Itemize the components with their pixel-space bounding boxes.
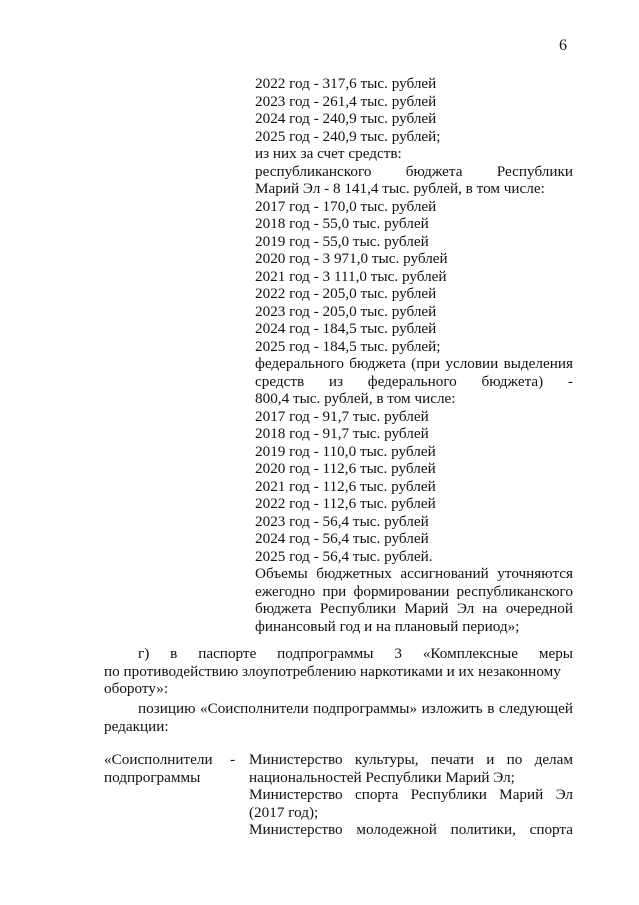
table-right-line: Министерство спорта Республики Марий Эл <box>249 786 573 803</box>
paragraph-position-line2: редакции: <box>104 717 169 735</box>
funding-line: 2017 год - 91,7 тыс. рублей <box>255 407 429 425</box>
funding-line: ежегодно при формировании республиканского <box>255 582 573 600</box>
funding-line: 2018 год - 55,0 тыс. рублей <box>255 215 429 232</box>
paragraph-g <box>104 645 573 698</box>
table-left-label-line1: «Соисполнители <box>104 751 213 768</box>
funding-line: 2025 год - 184,5 тыс. рублей; <box>255 337 441 355</box>
table-right-line: (2017 год); <box>249 803 319 821</box>
funding-line: 2021 год - 3 111,0 тыс. рублей <box>255 267 447 285</box>
funding-line: 2025 год - 240,9 тыс. рублей; <box>255 127 441 145</box>
funding-line: 2020 год - 112,6 тыс. рублей <box>255 460 436 477</box>
table-right-line: Министерство культуры, печати и по делам <box>249 751 573 768</box>
funding-line: 2024 год - 184,5 тыс. рублей <box>255 320 437 337</box>
funding-line: 2017 год - 170,0 тыс. рублей <box>255 197 437 215</box>
funding-block <box>255 75 573 635</box>
funding-line: 2024 год - 240,9 тыс. рублей <box>255 110 437 127</box>
funding-line: средств из федерального бюджета) - <box>255 372 573 390</box>
table-right-line: национальностей Республики Марий Эл; <box>249 768 515 786</box>
funding-line: 2023 год - 261,4 тыс. рублей <box>255 92 437 110</box>
paragraph-position-line1: позицию «Соисполнители подпрограммы» изложить в следующей <box>138 700 573 717</box>
table-dash: - <box>230 751 236 768</box>
paragraph-position <box>104 700 573 735</box>
table-left-label <box>104 751 244 786</box>
funding-line: 2023 год - 205,0 тыс. рублей <box>255 302 437 320</box>
funding-line: федерального бюджета (при условии выделения <box>255 355 573 372</box>
funding-line: 2023 год - 56,4 тыс. рублей <box>255 512 429 530</box>
funding-line: 2022 год - 112,6 тыс. рублей <box>255 495 436 512</box>
funding-line: республиканского бюджета Республики <box>255 162 573 180</box>
funding-line: Объемы бюджетных ассигнований уточняются <box>255 565 573 582</box>
funding-line: 2019 год - 110,0 тыс. рублей <box>255 442 436 460</box>
funding-line: финансовый год и на плановый период»; <box>255 617 520 635</box>
table-right-text <box>249 751 573 839</box>
funding-line: 2025 год - 56,4 тыс. рублей. <box>255 547 433 565</box>
funding-line: Марий Эл - 8 141,4 тыс. рублей, в том числе: <box>255 180 545 197</box>
paragraph-g-line1: г) в паспорте подпрограммы 3 «Комплексные меры <box>138 645 573 662</box>
funding-line: 2022 год - 205,0 тыс. рублей <box>255 285 437 302</box>
table-left-label-line2: подпрограммы <box>104 768 201 786</box>
funding-line: бюджета Республики Марий Эл на очередной <box>255 600 573 617</box>
funding-line: 2020 год - 3 971,0 тыс. рублей <box>255 250 448 267</box>
paragraph-g-line3: обороту»: <box>104 680 169 697</box>
funding-line: 800,4 тыс. рублей, в том числе: <box>255 390 456 407</box>
table-right-line: Министерство молодежной политики, спорта <box>249 821 573 838</box>
page-number: 6 <box>559 37 567 54</box>
paragraph-g-line2: по противодействию злоупотреблению наркотиками и их незаконному <box>104 662 561 680</box>
funding-line: 2024 год - 56,4 тыс. рублей <box>255 530 429 547</box>
funding-line: 2019 год - 55,0 тыс. рублей <box>255 232 429 250</box>
funding-line: 2022 год - 317,6 тыс. рублей <box>255 75 437 92</box>
funding-line: 2018 год - 91,7 тыс. рублей <box>255 425 429 442</box>
funding-line: из них за счет средств: <box>255 145 402 162</box>
funding-line: 2021 год - 112,6 тыс. рублей <box>255 477 436 495</box>
